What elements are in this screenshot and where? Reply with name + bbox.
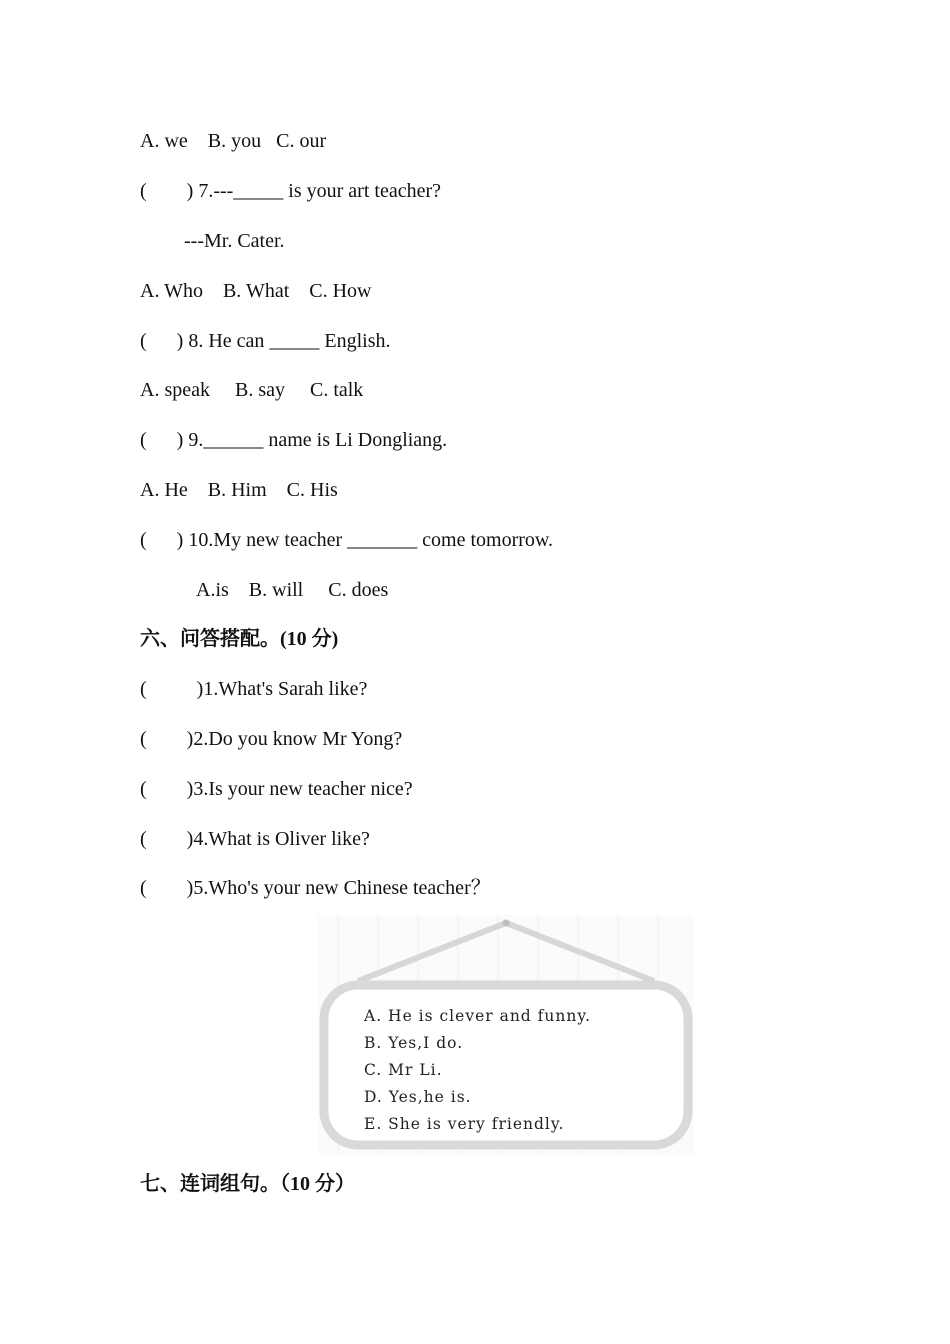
q10-question: ( ) 10.My new teacher _______ come tomorrow. (140, 529, 554, 551)
q9-options: A. He B. Him C. His (140, 479, 338, 501)
answer-b: B. Yes,I do. (364, 1034, 464, 1052)
q8-options: A. speak B. say C. talk (140, 379, 364, 401)
answer-a: A. He is clever and funny. (364, 1007, 591, 1025)
answer-sign-board (318, 915, 694, 1155)
s6-question-2: ( )2.Do you know Mr Yong? (140, 728, 403, 750)
q9-question: ( ) 9.______ name is Li Dongliang. (140, 429, 448, 451)
section7-title: 七、连词组句。（10 分） (140, 1173, 355, 1195)
q10-options: A.is B. will C. does (196, 579, 389, 601)
q8-question: ( ) 8. He can _____ English. (140, 330, 391, 352)
q7-question: ( ) 7.---_____ is your art teacher? (140, 180, 441, 202)
s6-question-4: ( )4.What is Oliver like? (140, 828, 370, 850)
section6-title: 六、问答搭配。(10 分) (140, 628, 339, 650)
answer-d: D. Yes,he is. (364, 1088, 472, 1106)
s6-question-1: ( )1.What's Sarah like? (140, 678, 368, 700)
q7-options: A. Who B. What C. How (140, 280, 372, 302)
q7-answer-line: ---Mr. Cater. (184, 230, 285, 252)
s6-question-5: ( )5.Who's your new Chinese teacher？ (140, 877, 491, 899)
s6-question-3: ( )3.Is your new teacher nice? (140, 778, 413, 800)
q6-options: A. we B. you C. our (140, 130, 327, 152)
answer-c: C. Mr Li. (364, 1061, 443, 1079)
answer-e: E. She is very friendly. (364, 1115, 565, 1133)
answer-options (364, 1003, 591, 1138)
